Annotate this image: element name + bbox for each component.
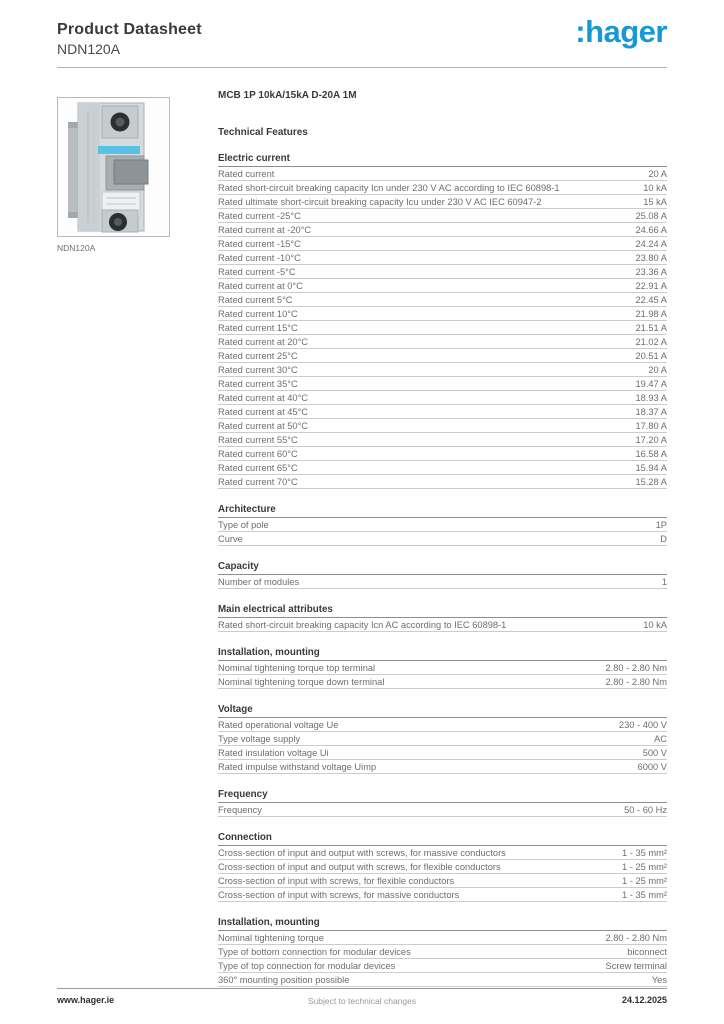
spec-row — [218, 223, 667, 237]
spec-value: 1 - 35 mm² — [622, 890, 667, 900]
spec-section — [218, 504, 667, 546]
spec-label: Rated current 25°C — [218, 351, 298, 361]
spec-value: 22.45 A — [635, 295, 667, 305]
spec-row — [218, 363, 667, 377]
spec-label: Nominal tightening torque down terminal — [218, 677, 385, 687]
spec-value: 17.80 A — [635, 421, 667, 431]
spec-row — [218, 349, 667, 363]
section-title: Installation, mounting — [218, 917, 667, 931]
spec-label: Rated ultimate short-circuit breaking capacity Icu under 230 V AC IEC 60947-2 — [218, 197, 542, 207]
spec-row — [218, 959, 667, 973]
spec-label: Nominal tightening torque — [218, 933, 324, 943]
footer-website-link[interactable]: www.hager.ie — [57, 995, 115, 1005]
spec-value: 1 — [661, 577, 667, 587]
spec-label: Type voltage supply — [218, 734, 301, 744]
spec-label: Rated operational voltage Ue — [218, 720, 339, 730]
spec-label: Nominal tightening torque top terminal — [218, 663, 376, 673]
spec-row — [218, 377, 667, 391]
spec-label: Rated current 60°C — [218, 449, 298, 459]
spec-value: biconnect — [627, 947, 667, 957]
header-divider — [57, 67, 667, 68]
spec-value: 15.94 A — [635, 463, 667, 473]
spec-row — [218, 661, 667, 675]
spec-value: 20.51 A — [635, 351, 667, 361]
spec-value: 21.98 A — [635, 309, 667, 319]
page-footer — [57, 988, 667, 1005]
spec-section — [218, 917, 667, 987]
spec-value: 22.91 A — [635, 281, 667, 291]
mcb-circuit-breaker-photo — [58, 98, 169, 236]
spec-label: Rated current -10°C — [218, 253, 301, 263]
spec-sections — [218, 153, 667, 987]
spec-label: Rated current 5°C — [218, 295, 293, 305]
product-image — [57, 97, 170, 237]
spec-label: Rated current -15°C — [218, 239, 301, 249]
spec-value: 2.80 - 2.80 Nm — [605, 663, 667, 673]
spec-row — [218, 181, 667, 195]
spec-value: 18.37 A — [635, 407, 667, 417]
spec-row — [218, 746, 667, 760]
spec-row — [218, 874, 667, 888]
spec-label: Rated current 70°C — [218, 477, 298, 487]
spec-value: 24.66 A — [635, 225, 667, 235]
spec-row — [218, 931, 667, 945]
spec-row — [218, 321, 667, 335]
spec-row — [218, 475, 667, 489]
spec-row — [218, 575, 667, 589]
spec-value: D — [660, 534, 667, 544]
spec-label: Rated current 55°C — [218, 435, 298, 445]
spec-value: 10 kA — [643, 183, 667, 193]
spec-row — [218, 307, 667, 321]
spec-label: Rated current -5°C — [218, 267, 296, 277]
spec-label: Rated insulation voltage Ui — [218, 748, 329, 758]
spec-label: Rated current 35°C — [218, 379, 298, 389]
spec-row — [218, 675, 667, 689]
page-header — [57, 21, 202, 57]
spec-value: 1P — [655, 520, 667, 530]
spec-row — [218, 618, 667, 632]
spec-row — [218, 335, 667, 349]
product-figure — [57, 97, 170, 253]
spec-label: Rated current — [218, 169, 275, 179]
spec-row — [218, 293, 667, 307]
spec-value: Yes — [651, 975, 667, 985]
spec-label: Rated current at 20°C — [218, 337, 309, 347]
spec-row — [218, 846, 667, 860]
spec-section — [218, 704, 667, 774]
spec-value: 50 - 60 Hz — [624, 805, 667, 815]
spec-label: Rated current at 45°C — [218, 407, 309, 417]
spec-value: AC — [654, 734, 667, 744]
spec-row — [218, 419, 667, 433]
spec-label: Number of modules — [218, 577, 300, 587]
spec-label: Rated current 65°C — [218, 463, 298, 473]
spec-row — [218, 237, 667, 251]
section-title: Installation, mounting — [218, 647, 667, 661]
spec-label: Rated short-circuit breaking capacity Icn under 230 V AC according to IEC 60898-1 — [218, 183, 560, 193]
spec-row — [218, 973, 667, 987]
spec-row — [218, 803, 667, 817]
spec-section — [218, 789, 667, 817]
spec-value: 230 - 400 V — [618, 720, 667, 730]
spec-value: 500 V — [642, 748, 667, 758]
spec-label: Type of top connection for modular devices — [218, 961, 396, 971]
section-title: Voltage — [218, 704, 667, 718]
page-title: Product Datasheet — [57, 21, 202, 38]
features-heading: Technical Features — [218, 127, 308, 138]
spec-value: 23.36 A — [635, 267, 667, 277]
spec-value: 2.80 - 2.80 Nm — [605, 677, 667, 687]
spec-row — [218, 405, 667, 419]
spec-label: Rated current at 40°C — [218, 393, 309, 403]
spec-value: Screw terminal — [605, 961, 667, 971]
spec-section — [218, 153, 667, 489]
footer-date: 24.12.2025 — [621, 995, 667, 1005]
spec-value: 25.08 A — [635, 211, 667, 221]
spec-label: Rated current 30°C — [218, 365, 298, 375]
spec-label: Rated current at 50°C — [218, 421, 309, 431]
section-title: Capacity — [218, 561, 667, 575]
spec-value: 1 - 25 mm² — [622, 862, 667, 872]
spec-row — [218, 265, 667, 279]
spec-label: Rated impulse withstand voltage Uimp — [218, 762, 377, 772]
spec-value: 16.58 A — [635, 449, 667, 459]
spec-value: 1 - 35 mm² — [622, 848, 667, 858]
spec-label: Type of bottom connection for modular devices — [218, 947, 411, 957]
hager-logo: :hager — [575, 14, 667, 49]
spec-value: 2.80 - 2.80 Nm — [605, 933, 667, 943]
spec-label: Rated current -25°C — [218, 211, 301, 221]
spec-section — [218, 647, 667, 689]
product-caption: NDN120A — [57, 243, 96, 253]
spec-label: Rated current at 0°C — [218, 281, 303, 291]
spec-value: 10 kA — [643, 620, 667, 630]
spec-row — [218, 888, 667, 902]
spec-value: 24.24 A — [635, 239, 667, 249]
spec-label: Rated current 10°C — [218, 309, 298, 319]
spec-value: 17.20 A — [635, 435, 667, 445]
spec-value: 21.02 A — [635, 337, 667, 347]
spec-label: Cross-section of input and output with screws, for flexible conductors — [218, 862, 501, 872]
spec-value: 6000 V — [637, 762, 667, 772]
section-title: Connection — [218, 832, 667, 846]
spec-value: 15 kA — [643, 197, 667, 207]
spec-label: 360° mounting position possible — [218, 975, 350, 985]
spec-label: Cross-section of input and output with screws, for massive conductors — [218, 848, 506, 858]
footer-notice: Subject to technical changes — [307, 996, 417, 1006]
spec-row — [218, 718, 667, 732]
main-content — [218, 90, 667, 987]
page-subtitle: NDN120A — [57, 41, 121, 57]
spec-row — [218, 532, 667, 546]
spec-row — [218, 209, 667, 223]
spec-label: Rated current at -20°C — [218, 225, 312, 235]
spec-value: 20 A — [648, 365, 667, 375]
section-title: Architecture — [218, 504, 667, 518]
spec-row — [218, 945, 667, 959]
doc-title: MCB 1P 10kA/15kA D-20A 1M — [218, 90, 357, 101]
spec-row — [218, 732, 667, 746]
spec-value: 1 - 25 mm² — [622, 876, 667, 886]
spec-label: Curve — [218, 534, 243, 544]
spec-row — [218, 447, 667, 461]
spec-section — [218, 604, 667, 632]
spec-row — [218, 518, 667, 532]
spec-value: 23.80 A — [635, 253, 667, 263]
spec-value: 15.28 A — [635, 477, 667, 487]
spec-value: 18.93 A — [635, 393, 667, 403]
spec-label: Cross-section of input with screws, for massive conductors — [218, 890, 460, 900]
section-title: Main electrical attributes — [218, 604, 667, 618]
section-title: Electric current — [218, 153, 667, 167]
spec-row — [218, 391, 667, 405]
spec-label: Frequency — [218, 805, 262, 815]
spec-row — [218, 279, 667, 293]
spec-row — [218, 461, 667, 475]
spec-label: Type of pole — [218, 520, 269, 530]
section-title: Frequency — [218, 789, 667, 803]
spec-section — [218, 561, 667, 589]
spec-value: 20 A — [648, 169, 667, 179]
spec-row — [218, 433, 667, 447]
spec-row — [218, 760, 667, 774]
spec-value: 21.51 A — [635, 323, 667, 333]
spec-label: Rated current 15°C — [218, 323, 298, 333]
spec-section — [218, 832, 667, 902]
spec-value: 19.47 A — [635, 379, 667, 389]
spec-row — [218, 860, 667, 874]
spec-label: Rated short-circuit breaking capacity Icn AC according to IEC 60898-1 — [218, 620, 507, 630]
spec-label: Cross-section of input with screws, for flexible conductors — [218, 876, 455, 886]
spec-row — [218, 251, 667, 265]
spec-row — [218, 195, 667, 209]
spec-row — [218, 167, 667, 181]
